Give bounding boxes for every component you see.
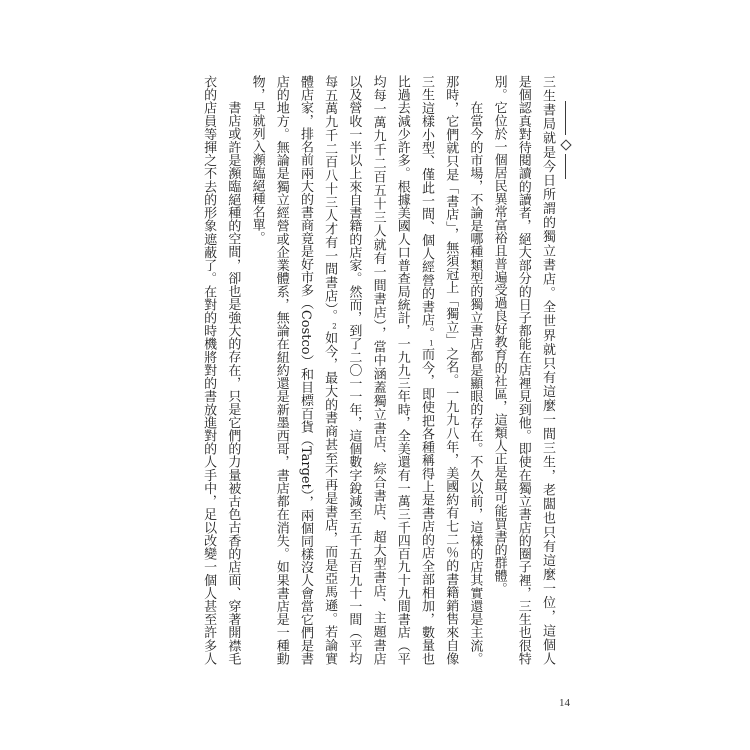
text-segment: 那時，它們就只是「書店」，無須冠上「獨立」之名。一九九八年，美國約有七二％的書籍銷售來自像: [443, 75, 459, 665]
running-header-rule-top: [565, 101, 566, 135]
text-segment: 而今，即使把各種稱得上是書店的店全部相加，數量也: [418, 347, 434, 666]
text-column: [438, 75, 462, 665]
text-segment: 店的地方。無論是獨立經營或企業體系，無論在紐約還是新墨西哥，書店都在消失。如果書店是一種動: [273, 75, 289, 665]
footnote-marker: 1: [427, 339, 436, 348]
text-segment: 別。它位於一個居民異常富裕且普遍受過良好教育的社區，這類人正是最可能買書的群體。: [491, 75, 507, 595]
text-column: [390, 75, 414, 665]
text-column: [414, 75, 438, 665]
footnote-marker: 2: [330, 322, 339, 331]
running-header-ornament: [560, 139, 571, 150]
text-column: [462, 75, 486, 665]
text-column: [486, 75, 510, 665]
text-column: [244, 75, 268, 665]
paragraph: [244, 75, 486, 665]
text-column: [511, 75, 535, 665]
body-text: [196, 75, 559, 665]
text-column: [293, 75, 317, 665]
text-segment: 在當今的市場，不論是哪種類型的獨立書店都是顯眼的存在。不久以前，這樣的店其實還是主流。: [467, 101, 483, 665]
text-segment: 衣的店員等揮之不去的形象遮蔽了。在對的時機將對的書放進對的人手中，足以改變一個人甚至許多人: [201, 75, 217, 665]
text-column: [535, 75, 559, 665]
text-segment: 比過去減少許多。根據美國人口普查局統計，一九九三年時，全美還有一萬三千四百九十九間書店（平: [394, 75, 410, 665]
text-segment: 物，早就列入瀕臨絕種名單。: [249, 75, 265, 244]
text-column: [269, 75, 293, 665]
text-column: [365, 75, 389, 665]
text-column: [196, 75, 220, 665]
text-segment: 如今，最大的書商甚至不再是書店，而是亞馬遜。若論實: [322, 330, 338, 665]
text-segment: 是個認真對待閱讀的讀者，絕大部分的日子都能在店裡見到他。即使在獨立書店的圈子裡，三生也很特: [515, 75, 531, 665]
text-column: [220, 75, 244, 665]
text-segment: 三生這樣小型、僅此一間、個人經營的書店。: [418, 75, 434, 340]
text-column: [341, 75, 365, 665]
text-column: [317, 75, 341, 665]
page-number: 14: [559, 697, 570, 709]
paragraph: [196, 75, 244, 665]
text-segment: 均每一萬九千二百五十三人就有一間書店），當中涵蓋獨立書店、綜合書店、超大型書店、主題書店: [370, 75, 386, 665]
text-segment: 書店或許是瀕臨絕種的空間，卻也是強大的存在，只是它們的力量被古色古香的店面、穿著開襟毛: [225, 101, 241, 665]
text-segment: 以及營收一半以上來自書籍的店家。然而，到了二〇一一年，這個數字銳減至五千五百九十一間（平均: [346, 75, 362, 665]
text-segment: 體店家，排名前兩大的書商竟是好市多（Costco）和目標百貨（Target），兩個同樣沒人會當它們是書: [297, 75, 313, 665]
text-segment: 三生書局就是今日所謂的獨立書店。全世界就只有這麼一間三生，老闆也只有這麼一位，這個人: [540, 75, 555, 665]
text-segment: 每五萬九千二百八十三人才有一間書店）。: [322, 75, 338, 323]
paragraph: [486, 75, 559, 665]
running-header-rule-bottom: [565, 154, 566, 179]
